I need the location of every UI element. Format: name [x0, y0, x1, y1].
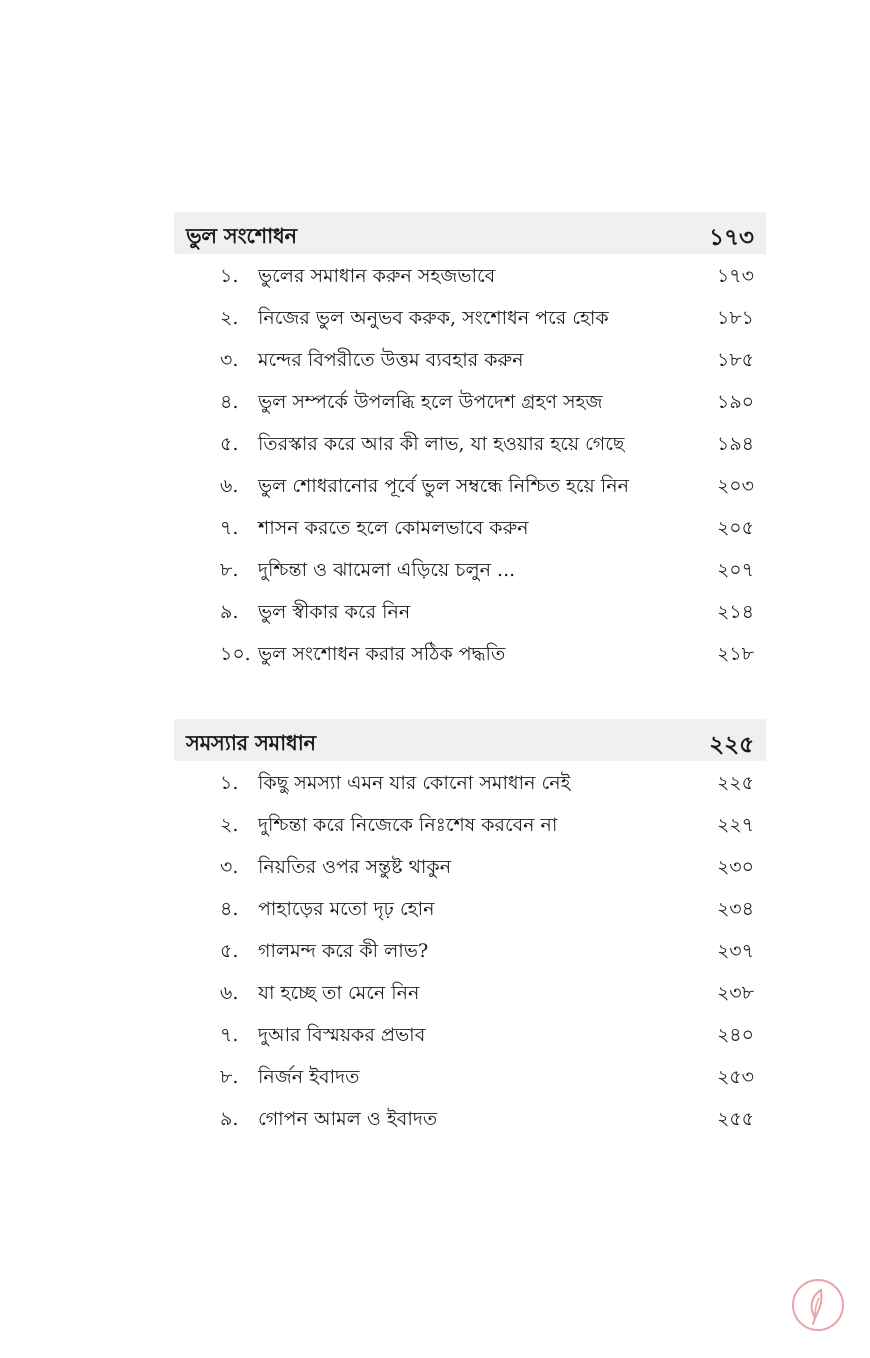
toc-entry: [174, 803, 766, 845]
entry-number: ১.: [220, 772, 239, 794]
toc-entry: [174, 971, 766, 1013]
entry-title: ভুলের সমাধান করুন সহজভাবে: [258, 265, 496, 287]
entry-title: দুআর বিস্ময়কর প্রভাব: [258, 1024, 426, 1046]
entry-number: ৬.: [220, 475, 239, 497]
section-title: ভুল সংশোধন: [186, 224, 297, 248]
entry-title: নিজের ভুল অনুভব করুক, সংশোধন পরে হোক: [258, 307, 609, 329]
entry-title: গোপন আমল ও ইবাদত: [258, 1108, 438, 1130]
entry-title: মন্দের বিপরীতে উত্তম ব্যবহার করুন: [258, 349, 524, 371]
entry-number: ৫.: [220, 433, 239, 455]
toc-entry: [174, 338, 766, 380]
entry-page-number: ২১৮: [716, 643, 754, 665]
entry-title: গালমন্দ করে কী লাভ?: [258, 940, 429, 962]
entry-number: ৩.: [220, 349, 239, 371]
toc-entry: [174, 761, 766, 803]
entry-page-number: ২৩৮: [716, 982, 754, 1004]
entry-number: ২.: [220, 307, 239, 329]
entry-page-number: ১৮১: [717, 307, 754, 329]
entry-page-number: ২০৩: [716, 475, 754, 497]
entry-page-number: ১৭৩: [716, 265, 754, 287]
entry-number: ৯.: [220, 601, 239, 623]
entry-title: ভুল শোধরানোর পূর্বে ভুল সম্বন্ধে নিশ্চিত হয়ে নিন: [258, 475, 629, 497]
entry-title: ভুল সংশোধন করার সঠিক পদ্ধতি: [258, 643, 506, 665]
entry-number: ১০.: [220, 643, 251, 665]
toc-entry: [174, 845, 766, 887]
entry-page-number: ২৩৪: [716, 898, 754, 920]
toc-entry: [174, 632, 766, 674]
toc-entry: [174, 380, 766, 422]
entry-page-number: ২০৫: [716, 517, 754, 539]
entry-number: ৫.: [220, 940, 239, 962]
entry-page-number: ২২৭: [716, 814, 754, 836]
toc-entry: [174, 422, 766, 464]
toc-entry: [174, 929, 766, 971]
toc-section: [174, 719, 766, 1139]
entry-page-number: ২৩৭: [716, 940, 754, 962]
entry-page-number: ১৮৫: [717, 349, 754, 371]
entry-page-number: ২২৫: [716, 772, 754, 794]
section-title: সমস্যার সমাধান: [186, 731, 316, 755]
entry-title: ভুল সম্পর্কে উপলব্ধি হলে উপদেশ গ্রহণ সহজ: [258, 391, 603, 413]
entry-number: ৪.: [220, 391, 239, 413]
toc-entry: [174, 1097, 766, 1139]
entry-number: ৮.: [220, 559, 239, 581]
entry-title: কিছু সমস্যা এমন যার কোনো সমাধান নেই: [258, 772, 571, 794]
toc-entry: [174, 506, 766, 548]
toc-entry: [174, 254, 766, 296]
entry-number: ২.: [220, 814, 239, 836]
entry-number: ৪.: [220, 898, 239, 920]
entry-page-number: ২৪০: [716, 1024, 754, 1046]
toc-entry: [174, 590, 766, 632]
toc-section: [174, 212, 766, 674]
entry-number: ৭.: [220, 1024, 239, 1046]
entry-number: ৯.: [220, 1108, 239, 1130]
quill-logo-icon: [791, 1278, 845, 1332]
entry-number: ৮.: [220, 1066, 239, 1088]
toc-entry-list: [174, 254, 766, 674]
entry-title: দুশ্চিন্তা করে নিজেকে নিঃশেষ করবেন না: [258, 814, 558, 836]
entry-page-number: ২৫৫: [716, 1108, 754, 1130]
entry-page-number: ২৩০: [716, 856, 754, 878]
entry-number: ৬.: [220, 982, 239, 1004]
toc-entry: [174, 548, 766, 590]
entry-number: ৭.: [220, 517, 239, 539]
section-header: [174, 719, 766, 761]
entry-page-number: ২৫৩: [716, 1066, 754, 1088]
entry-number: ১.: [220, 265, 239, 287]
toc-entry: [174, 887, 766, 929]
entry-title: শাসন করতে হলে কোমলভাবে করুন: [258, 517, 529, 539]
entry-page-number: ২০৭: [716, 559, 754, 581]
entry-number: ৩.: [220, 856, 239, 878]
section-page-number: ২২৫: [709, 732, 754, 758]
entry-title: পাহাড়ের মতো দৃঢ় হোন: [258, 898, 435, 920]
toc-entry: [174, 464, 766, 506]
toc-entry: [174, 1055, 766, 1097]
entry-page-number: ১৯০: [716, 391, 754, 413]
entry-page-number: ২১৪: [716, 601, 754, 623]
entry-title: যা হচ্ছে তা মেনে নিন: [258, 982, 420, 1004]
section-page-number: ১৭৩: [709, 225, 754, 251]
entry-page-number: ১৯৪: [717, 433, 754, 455]
entry-title: দুশ্চিন্তা ও ঝামেলা এড়িয়ে চলুন ...: [258, 559, 516, 581]
entry-title: তিরস্কার করে আর কী লাভ, যা হওয়ার হয়ে গেছে: [258, 433, 625, 455]
entry-title: নিয়তির ওপর সন্তুষ্ট থাকুন: [258, 856, 452, 878]
entry-title: ভুল স্বীকার করে নিন: [258, 601, 411, 623]
toc-entry-list: [174, 761, 766, 1139]
entry-title: নির্জন ইবাদত: [258, 1066, 360, 1088]
toc-entry: [174, 296, 766, 338]
toc-entry: [174, 1013, 766, 1055]
section-header: [174, 212, 766, 254]
